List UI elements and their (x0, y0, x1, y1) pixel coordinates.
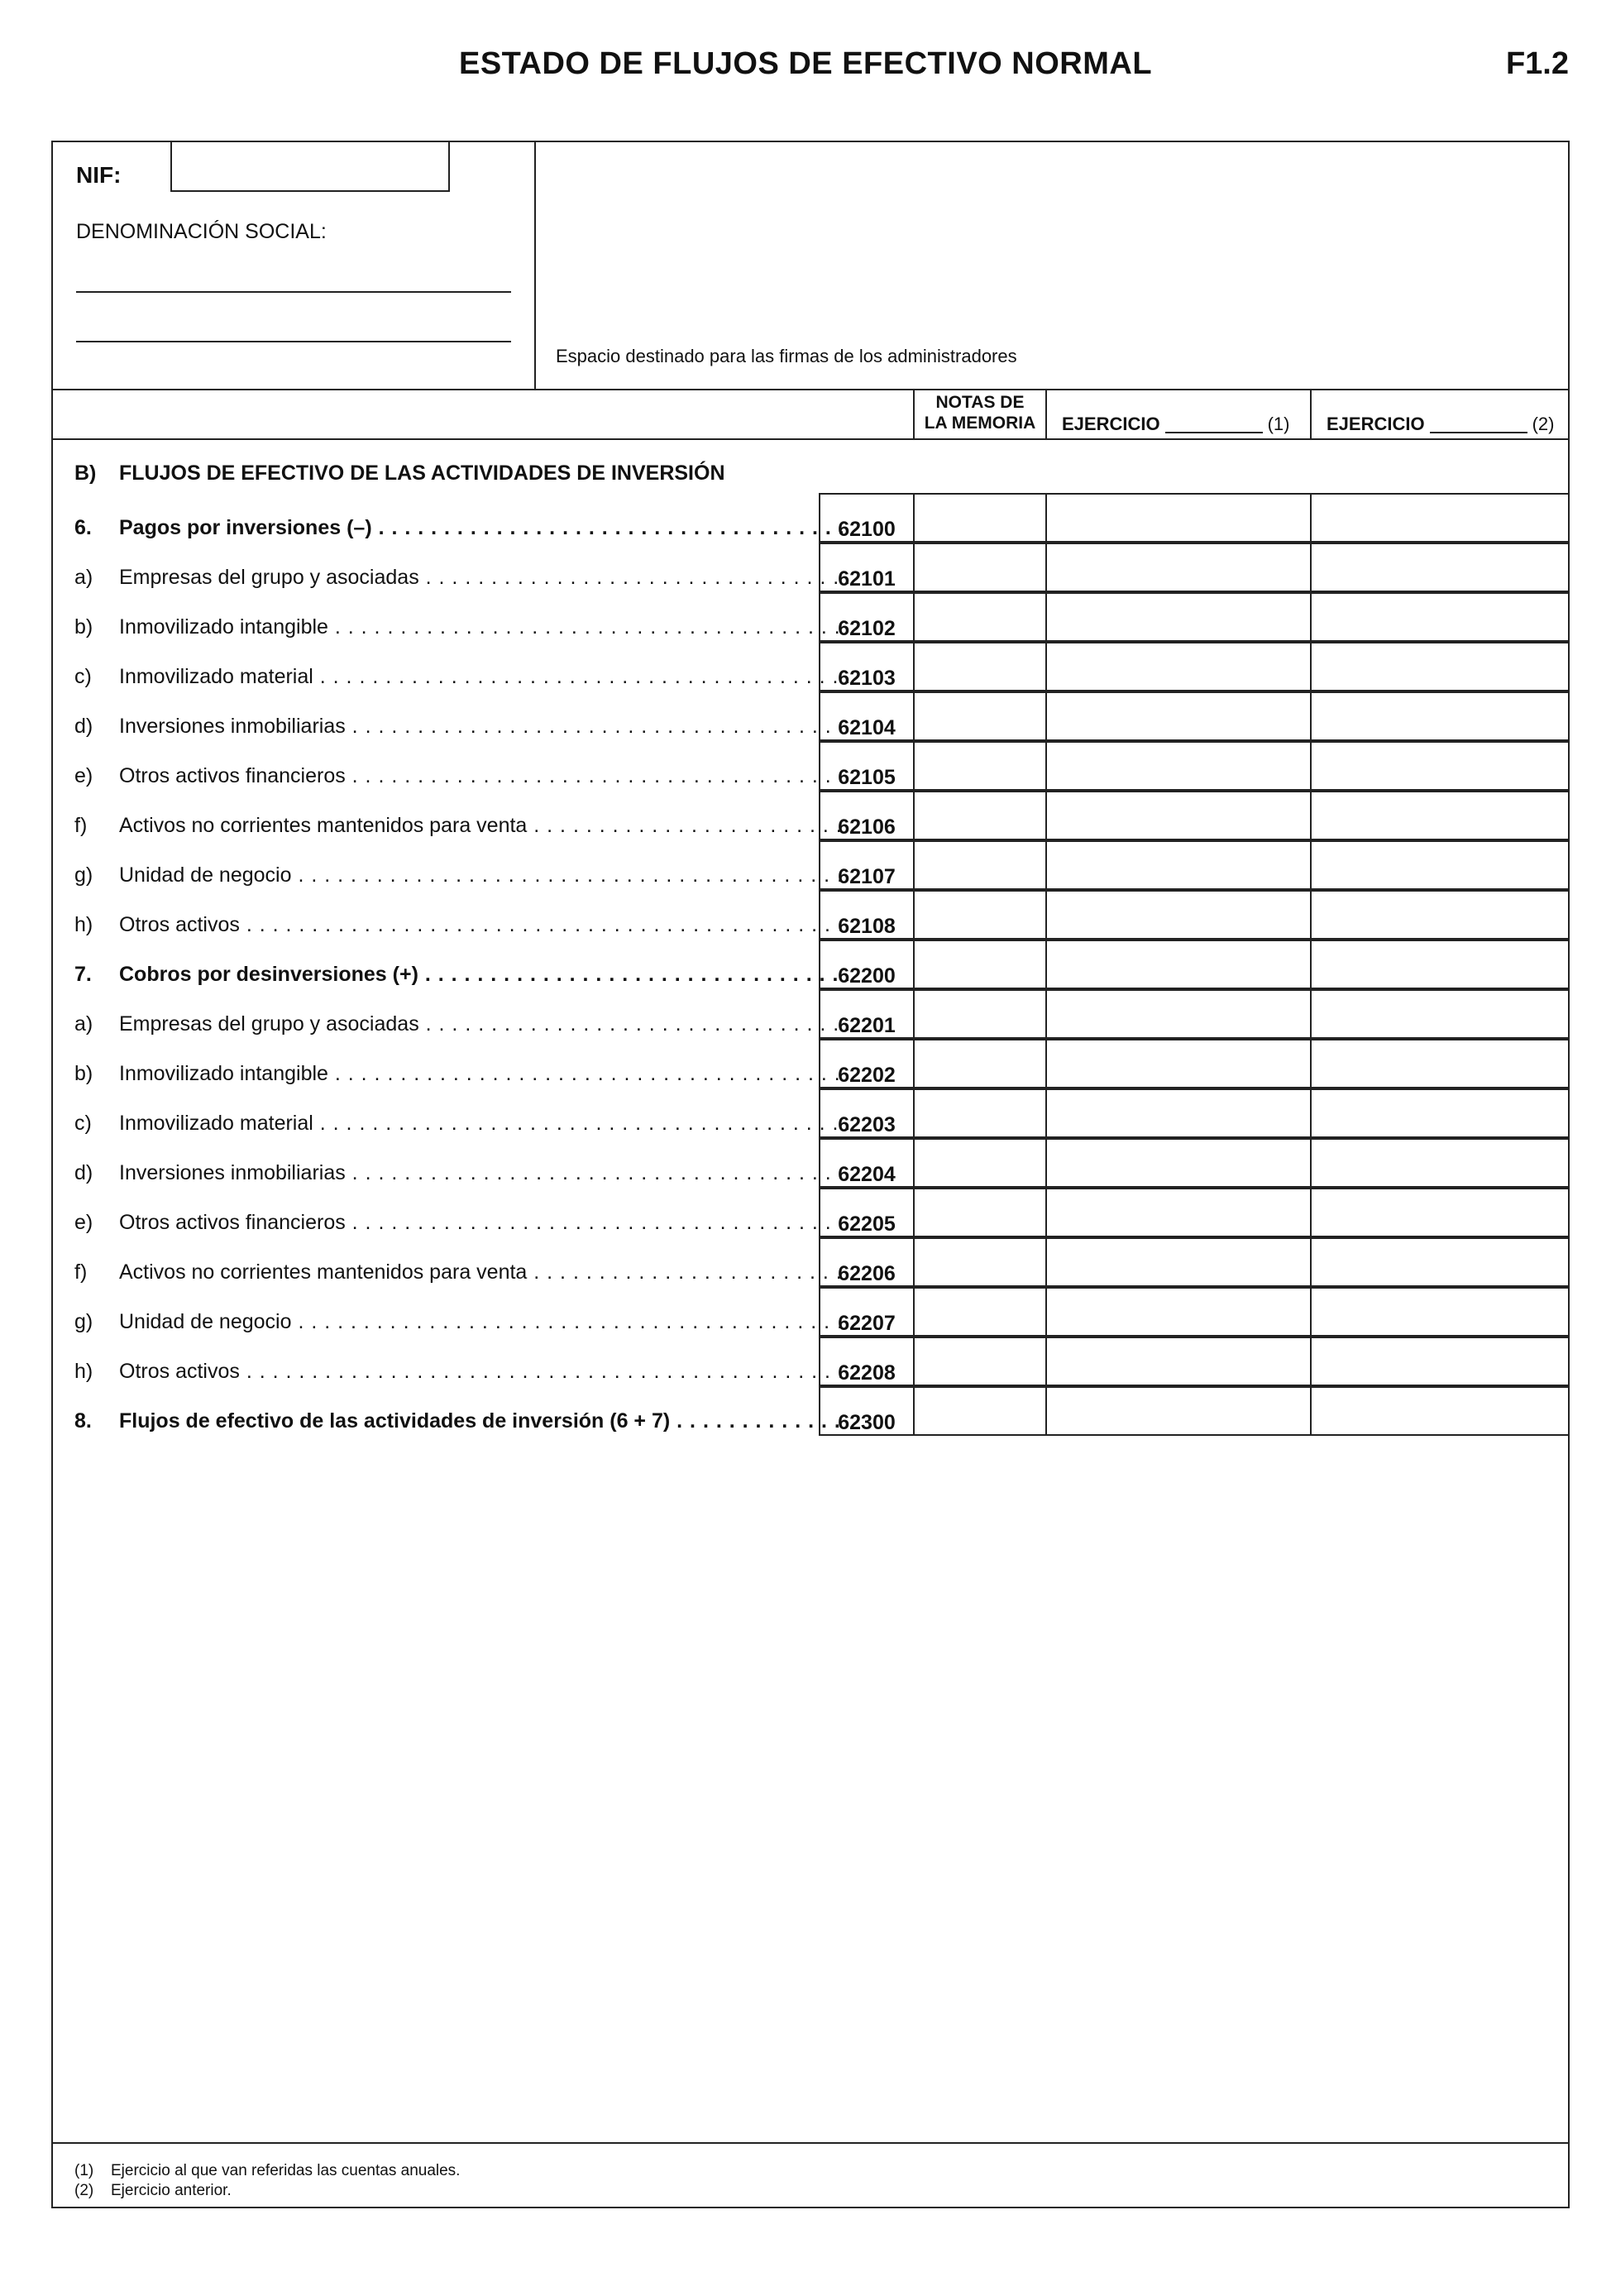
column-headers (53, 389, 1568, 440)
ejercicio-1-cell[interactable] (1045, 1188, 1310, 1237)
row-description: Activos no corrientes mantenidos para venta . . . (119, 1260, 849, 1284)
ejercicio-1-cell[interactable] (1045, 1039, 1310, 1088)
form-code: F1.2 (1505, 46, 1569, 81)
ejercicio-1-cell[interactable] (1045, 791, 1310, 840)
row-letter: c) (74, 665, 92, 688)
table-row (53, 989, 1568, 1039)
row-letter: g) (74, 863, 93, 887)
row-letter: d) (74, 1161, 93, 1184)
row-description: Otros activos financieros . . . (119, 1211, 849, 1235)
row-code: 62205 (819, 1188, 913, 1237)
ejercicio-2-cell[interactable] (1310, 741, 1570, 791)
row-code: 62106 (819, 791, 913, 840)
form-frame (51, 141, 1570, 2208)
row-description: Activos no corrientes mantenidos para venta . . . (119, 814, 849, 838)
denominacion-label: DENOMINACIÓN SOCIAL: (76, 220, 327, 243)
notas-cell[interactable] (913, 1138, 1045, 1188)
nif-field[interactable] (170, 141, 450, 192)
notas-memoria-header: NOTAS DE LA MEMORIA (913, 389, 1045, 438)
row-letter: a) (74, 1012, 93, 1036)
row-code: 62108 (819, 890, 913, 940)
row-description: Flujos de efectivo de las actividades de inversión (6 + 7) . . . (119, 1409, 849, 1433)
notas-cell[interactable] (913, 840, 1045, 890)
notas-cell[interactable] (913, 791, 1045, 840)
row-code: 62202 (819, 1039, 913, 1088)
ejercicio-1-cell[interactable] (1045, 1287, 1310, 1337)
ejercicio-1-cell[interactable] (1045, 1337, 1310, 1386)
company-identification (53, 142, 536, 389)
row-letter: e) (74, 764, 93, 787)
row-code: 62300 (819, 1386, 913, 1436)
row-code: 62201 (819, 989, 913, 1039)
row-letter: 7. (74, 963, 92, 986)
ejercicio-1-cell[interactable] (1045, 642, 1310, 691)
ejercicio-2-cell[interactable] (1310, 1138, 1570, 1188)
ejercicio-2-cell[interactable] (1310, 1386, 1570, 1436)
table-row (53, 1188, 1568, 1237)
row-description: Unidad de negocio . . . (119, 863, 849, 887)
table-row (53, 493, 1568, 543)
ejercicio-1-cell[interactable] (1045, 1386, 1310, 1436)
identification-header (53, 142, 1568, 390)
ejercicio-2-cell[interactable] (1310, 1287, 1570, 1337)
row-letter: 8. (74, 1409, 92, 1433)
ejercicio-2-cell[interactable] (1310, 691, 1570, 741)
row-description: Inmovilizado material . . . (119, 1112, 849, 1136)
row-code: 62104 (819, 691, 913, 741)
row-letter: h) (74, 913, 93, 936)
row-code: 62207 (819, 1287, 913, 1337)
ejercicio-2-cell[interactable] (1310, 890, 1570, 940)
notas-cell[interactable] (913, 1237, 1045, 1287)
table-row (53, 840, 1568, 890)
ejercicio-2-cell[interactable] (1310, 592, 1570, 642)
ejercicio-2-cell[interactable] (1310, 1237, 1570, 1287)
ejercicio-2-cell[interactable] (1310, 642, 1570, 691)
notas-cell[interactable] (913, 592, 1045, 642)
table-row (53, 1039, 1568, 1088)
ejercicio-2-cell[interactable] (1310, 989, 1570, 1039)
ejercicio-1-year-blank[interactable] (1165, 415, 1263, 433)
row-description: Inversiones inmobiliarias . . . (119, 1161, 849, 1185)
row-description: Inmovilizado material . . . (119, 665, 849, 689)
notas-cell[interactable] (913, 642, 1045, 691)
row-code: 62103 (819, 642, 913, 691)
notas-cell[interactable] (913, 1188, 1045, 1237)
ejercicio-2-cell[interactable] (1310, 791, 1570, 840)
ejercicio-1-cell[interactable] (1045, 493, 1310, 543)
row-description: Otros activos . . . (119, 913, 849, 937)
denominacion-line-1[interactable] (76, 291, 511, 293)
row-code: 62206 (819, 1237, 913, 1287)
ejercicio-2-cell[interactable] (1310, 1337, 1570, 1386)
ejercicio-2-cell[interactable] (1310, 543, 1570, 592)
row-letter: d) (74, 715, 93, 738)
ejercicio-1-cell[interactable] (1045, 741, 1310, 791)
notas-cell[interactable] (913, 1039, 1045, 1088)
row-letter: e) (74, 1211, 93, 1234)
notas-cell[interactable] (913, 741, 1045, 791)
row-description: Inmovilizado intangible . . . (119, 1062, 849, 1086)
row-letter: 6. (74, 516, 92, 539)
ejercicio-2-cell[interactable] (1310, 940, 1570, 989)
row-letter: c) (74, 1112, 92, 1135)
table-row (53, 592, 1568, 642)
ejercicio-1-cell[interactable] (1045, 1138, 1310, 1188)
notas-cell[interactable] (913, 1386, 1045, 1436)
row-code: 62105 (819, 741, 913, 791)
ejercicio-2-cell[interactable] (1310, 1188, 1570, 1237)
ejercicio-1-cell[interactable] (1045, 940, 1310, 989)
table-row (53, 741, 1568, 791)
notas-cell[interactable] (913, 989, 1045, 1039)
table-row (53, 791, 1568, 840)
notas-cell[interactable] (913, 1088, 1045, 1138)
row-letter: f) (74, 814, 88, 837)
row-description: Empresas del grupo y asociadas . . . (119, 1012, 849, 1036)
row-letter: h) (74, 1360, 93, 1383)
table-row (53, 1337, 1568, 1386)
ejercicio-2-cell[interactable] (1310, 1088, 1570, 1138)
footnote-2: (2) Ejercicio anterior. (74, 2182, 232, 2199)
table-row (53, 1287, 1568, 1337)
row-letter: g) (74, 1310, 93, 1333)
row-code: 62204 (819, 1138, 913, 1188)
ejercicio-1-cell[interactable] (1045, 543, 1310, 592)
row-description: Unidad de negocio . . . (119, 1310, 849, 1334)
ejercicio-1-cell[interactable] (1045, 1237, 1310, 1287)
ejercicio-2-cell[interactable] (1310, 1039, 1570, 1088)
ejercicio-1-cell[interactable] (1045, 840, 1310, 890)
ejercicio-2-cell[interactable] (1310, 840, 1570, 890)
row-code: 62208 (819, 1337, 913, 1386)
row-code: 62200 (819, 940, 913, 989)
table-row (53, 1386, 1568, 1436)
table-row (53, 543, 1568, 592)
ejercicio-2-header: EJERCICIO (2) (1310, 389, 1568, 438)
row-letter: b) (74, 615, 93, 639)
ejercicio-1-cell[interactable] (1045, 890, 1310, 940)
notas-cell[interactable] (913, 691, 1045, 741)
ejercicio-1-cell[interactable] (1045, 691, 1310, 741)
notas-cell[interactable] (913, 890, 1045, 940)
table-row (53, 890, 1568, 940)
table-row (53, 940, 1568, 989)
ejercicio-2-cell[interactable] (1310, 493, 1570, 543)
signature-area-label: Espacio destinado para las firmas de los administradores (556, 346, 1017, 366)
row-description: Pagos por inversiones (–) . . . (119, 516, 849, 540)
notas-cell[interactable] (913, 1287, 1045, 1337)
ejercicio-1-cell[interactable] (1045, 989, 1310, 1039)
denominacion-line-2[interactable] (76, 341, 511, 342)
table-row (53, 1088, 1568, 1138)
row-code: 62102 (819, 592, 913, 642)
row-description: Inversiones inmobiliarias . . . (119, 715, 849, 739)
row-description: Empresas del grupo y asociadas . . . (119, 566, 849, 590)
ejercicio-1-cell[interactable] (1045, 592, 1310, 642)
row-letter: a) (74, 566, 93, 589)
row-code: 62101 (819, 543, 913, 592)
row-description: Inmovilizado intangible . . . (119, 615, 849, 639)
ejercicio-2-year-blank[interactable] (1430, 415, 1527, 433)
row-code: 62107 (819, 840, 913, 890)
table-row (53, 691, 1568, 741)
table-row (53, 1138, 1568, 1188)
notas-cell[interactable] (913, 1337, 1045, 1386)
document-title: ESTADO DE FLUJOS DE EFECTIVO NORMAL (458, 46, 1153, 81)
row-code: 62203 (819, 1088, 913, 1138)
notas-cell[interactable] (913, 543, 1045, 592)
notas-cell[interactable] (913, 493, 1045, 543)
nif-label: NIF: (76, 162, 122, 188)
table-row (53, 1237, 1568, 1287)
ejercicio-1-cell[interactable] (1045, 1088, 1310, 1138)
section-title: B) FLUJOS DE EFECTIVO DE LAS ACTIVIDADES DE INVERSIÓN (74, 462, 725, 485)
row-code: 62100 (819, 493, 913, 543)
row-description: Otros activos . . . (119, 1360, 849, 1384)
footnote-1: (1) Ejercicio al que van referidas las cuentas anuales. (74, 2162, 461, 2179)
row-letter: b) (74, 1062, 93, 1085)
row-description: Otros activos financieros . . . (119, 764, 849, 788)
table-row (53, 642, 1568, 691)
row-description: Cobros por desinversiones (+) . . . (119, 963, 849, 987)
footnotes (53, 2142, 1568, 2210)
notas-cell[interactable] (913, 940, 1045, 989)
ejercicio-1-header: EJERCICIO (1) (1045, 389, 1310, 438)
row-letter: f) (74, 1260, 88, 1284)
